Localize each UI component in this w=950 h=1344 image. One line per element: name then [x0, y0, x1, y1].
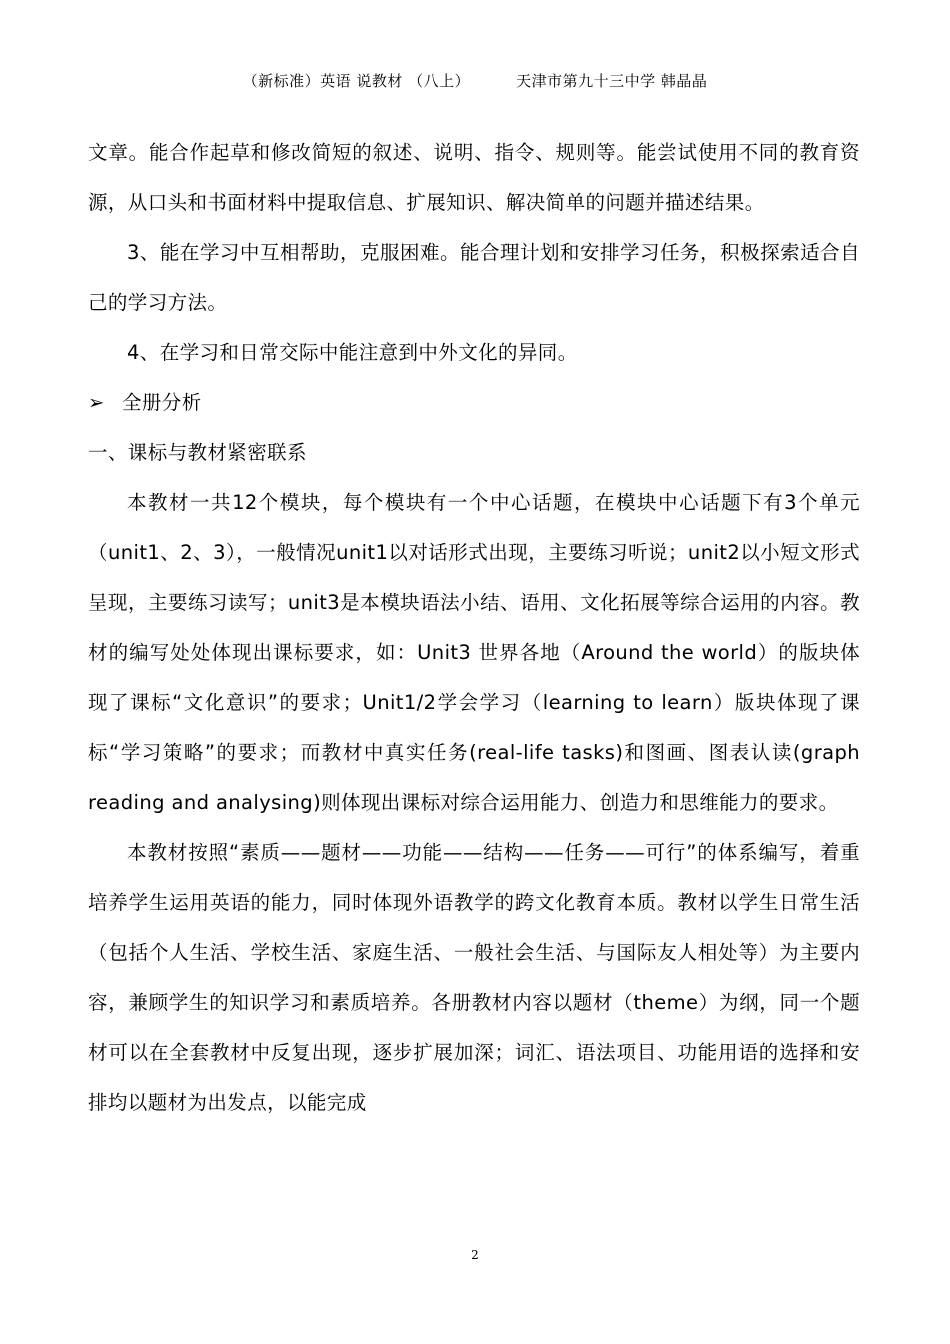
- section-title: 全册分析: [122, 391, 202, 414]
- paragraph-textbook-system: 本教材按照“素质——题材——功能——结构——任务——可行”的体系编写，着重培养学生运用英语的能力，同时体现外语教学的跨文化教育本质。教材以学生日常生活（包括个人生活、学校生活、家庭生活、一般社会生活、与国际友人相处等）为主要内容，兼顾学生的知识学习和素质培养。各册教材内容以题材（theme）为纲，同一个题材可以在全套教材中反复出现，逐步扩展加深；词汇、语法项目、功能用语的选择和安排均以题材为出发点，以能完成: [88, 841, 860, 1114]
- arrow-bullet-icon: ➢: [88, 391, 105, 414]
- header-textbook-title: （新标准）英语 说教材 （八上）: [242, 72, 471, 90]
- section-heading: [88, 378, 860, 428]
- document-body: [88, 128, 860, 1128]
- page-header: [0, 70, 950, 92]
- paragraph-goal-3: 3、能在学习中互相帮助，克服困难。能合理计划和安排学习任务，积极探索适合自己的学习方法。: [88, 241, 860, 314]
- paragraph-curriculum-link: 本教材一共12个模块，每个模块有一个中心话题，在模块中心话题下有3个单元（unit1、2、3），一般情况unit1以对话形式出现，主要练习听说；unit2以小短文形式呈现，主要练习读写；unit3是本模块语法小结、语用、文化拓展等综合运用的内容。教材的编写处处体现出课标要求，如：Unit3 世界各地（Around the world）的版块体现了课标“文化意识”的要求；Unit1/2学会学习（learning to learn）版块体现了课标“学习策略”的要求；而教材中真实任务(real-life tasks)和图画、图表认读(graph reading and analysing)则体现出课标对综合运用能力、创造力和思维能力的要求。: [88, 491, 860, 814]
- page-number: 2: [471, 1248, 479, 1262]
- header-school-author: 天津市第九十三中学 韩晶晶: [516, 72, 708, 90]
- paragraph-continued: 文章。能合作起草和修改简短的叙述、说明、指令、规则等。能尝试使用不同的教育资源，从口头和书面材料中提取信息、扩展知识、解决简单的问题并描述结果。: [88, 141, 860, 214]
- subsection-heading: 一、课标与教材紧密联系: [88, 441, 307, 464]
- paragraph-goal-4: 4、在学习和日常交际中能注意到中外文化的异同。: [127, 341, 578, 364]
